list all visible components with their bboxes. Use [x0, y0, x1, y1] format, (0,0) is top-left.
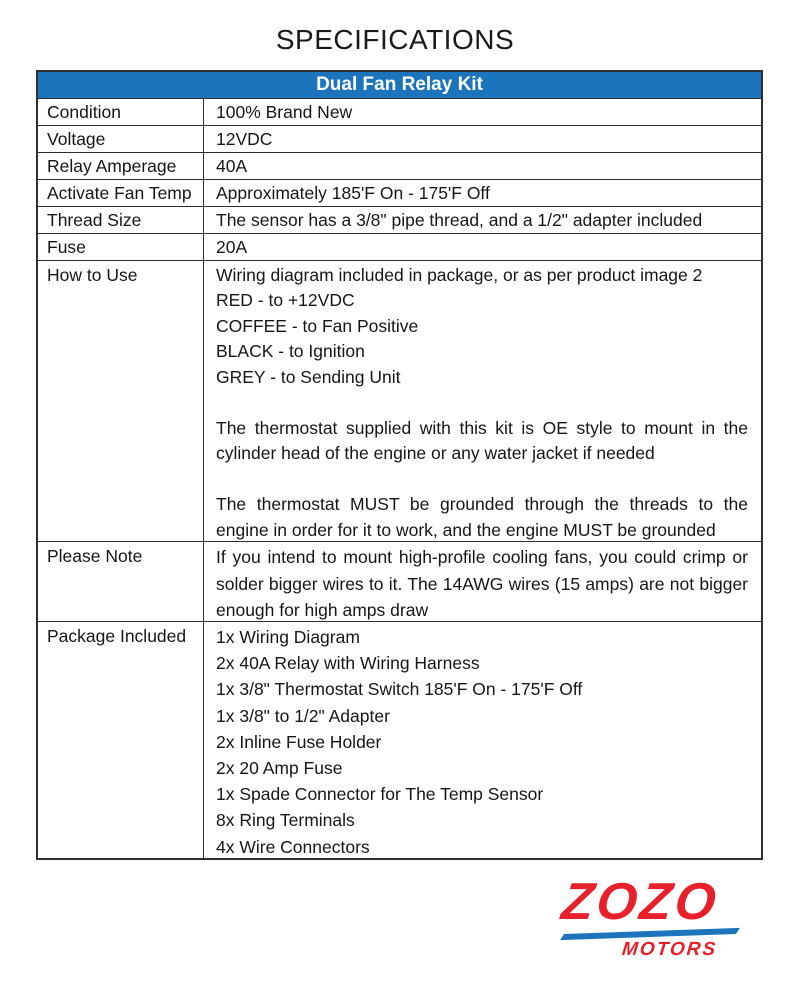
value-line: 4x Wire Connectors [216, 836, 370, 857]
row-label: Relay Amperage [38, 153, 204, 179]
row-label: Activate Fan Temp [38, 180, 204, 206]
value-line: 2x 40A Relay with Wiring Harness [216, 653, 480, 674]
logo-subtitle-text: MOTORS [620, 939, 719, 960]
table-row-package-included [38, 621, 761, 858]
value-line-blank [216, 390, 748, 415]
row-label: Thread Size [38, 207, 204, 233]
value-line: cylinder head of the engine or any water jacket if needed [216, 443, 655, 464]
value-line: The thermostat supplied with this kit is OE style to mount in the [216, 417, 748, 438]
value-line: BLACK - to Ignition [216, 341, 365, 362]
value-line: 8x Ring Terminals [216, 810, 355, 831]
row-label: Please Note [38, 542, 204, 621]
row-label: Fuse [38, 234, 204, 260]
row-value: 12VDC [216, 129, 273, 149]
table-row-thread-size [38, 206, 761, 233]
table-row-activate-fan-temp [38, 179, 761, 206]
value-line: 1x Spade Connector for The Temp Sensor [216, 784, 544, 805]
value-line: 1x Wiring Diagram [216, 627, 360, 647]
value-line: solder bigger wires to it. The 14AWG wires (15 amps) are not bigger [216, 573, 748, 594]
value-line: GREY - to Sending Unit [216, 366, 401, 387]
row-label: Package Included [38, 622, 204, 858]
value-line: 1x 3/8" Thermostat Switch 185'F On - 175'F Off [216, 679, 583, 700]
value-line: 2x Inline Fuse Holder [216, 731, 382, 752]
value-line: RED - to +12VDC [216, 290, 355, 311]
value-line: The thermostat MUST be grounded through the threads to the [216, 494, 748, 515]
row-value: Approximately 185'F On - 175'F Off [216, 183, 490, 203]
table-header: Dual Fan Relay Kit [38, 72, 761, 98]
value-line: COFFEE - to Fan Positive [216, 315, 419, 336]
table-row-fuse [38, 233, 761, 260]
row-label: How to Use [38, 261, 204, 541]
table-row-condition [38, 98, 761, 125]
value-line: Wiring diagram included in package, or as per product image 2 [216, 265, 703, 285]
specifications-table [36, 70, 763, 860]
value-line: If you intend to mount high-profile cooling fans, you could crimp or [216, 547, 748, 567]
value-line: enough for high amps draw [216, 600, 429, 621]
brand-logo [558, 873, 768, 966]
value-line: 1x 3/8" to 1/2" Adapter [216, 705, 390, 726]
row-value: The sensor has a 3/8" pipe thread, and a 1/2" adapter included [216, 210, 703, 230]
row-value: 100% Brand New [216, 102, 353, 122]
table-row-voltage [38, 125, 761, 152]
page-title: SPECIFICATIONS [275, 24, 515, 55]
value-line: 2x 20 Amp Fuse [216, 758, 343, 779]
table-row-how-to-use [38, 260, 761, 541]
table-row-please-note [38, 541, 761, 621]
row-label: Condition [38, 99, 204, 125]
row-label: Voltage [38, 126, 204, 152]
row-value [204, 261, 761, 541]
row-value: 40A [216, 156, 248, 176]
row-value: 20A [216, 237, 248, 257]
value-line-blank [216, 467, 748, 492]
row-value [204, 542, 761, 621]
value-line: engine in order for it to work, and the engine MUST be grounded [216, 519, 716, 540]
logo-brand-text: ZOZO [558, 873, 722, 931]
row-value [204, 622, 761, 858]
table-row-relay-amperage [38, 152, 761, 179]
